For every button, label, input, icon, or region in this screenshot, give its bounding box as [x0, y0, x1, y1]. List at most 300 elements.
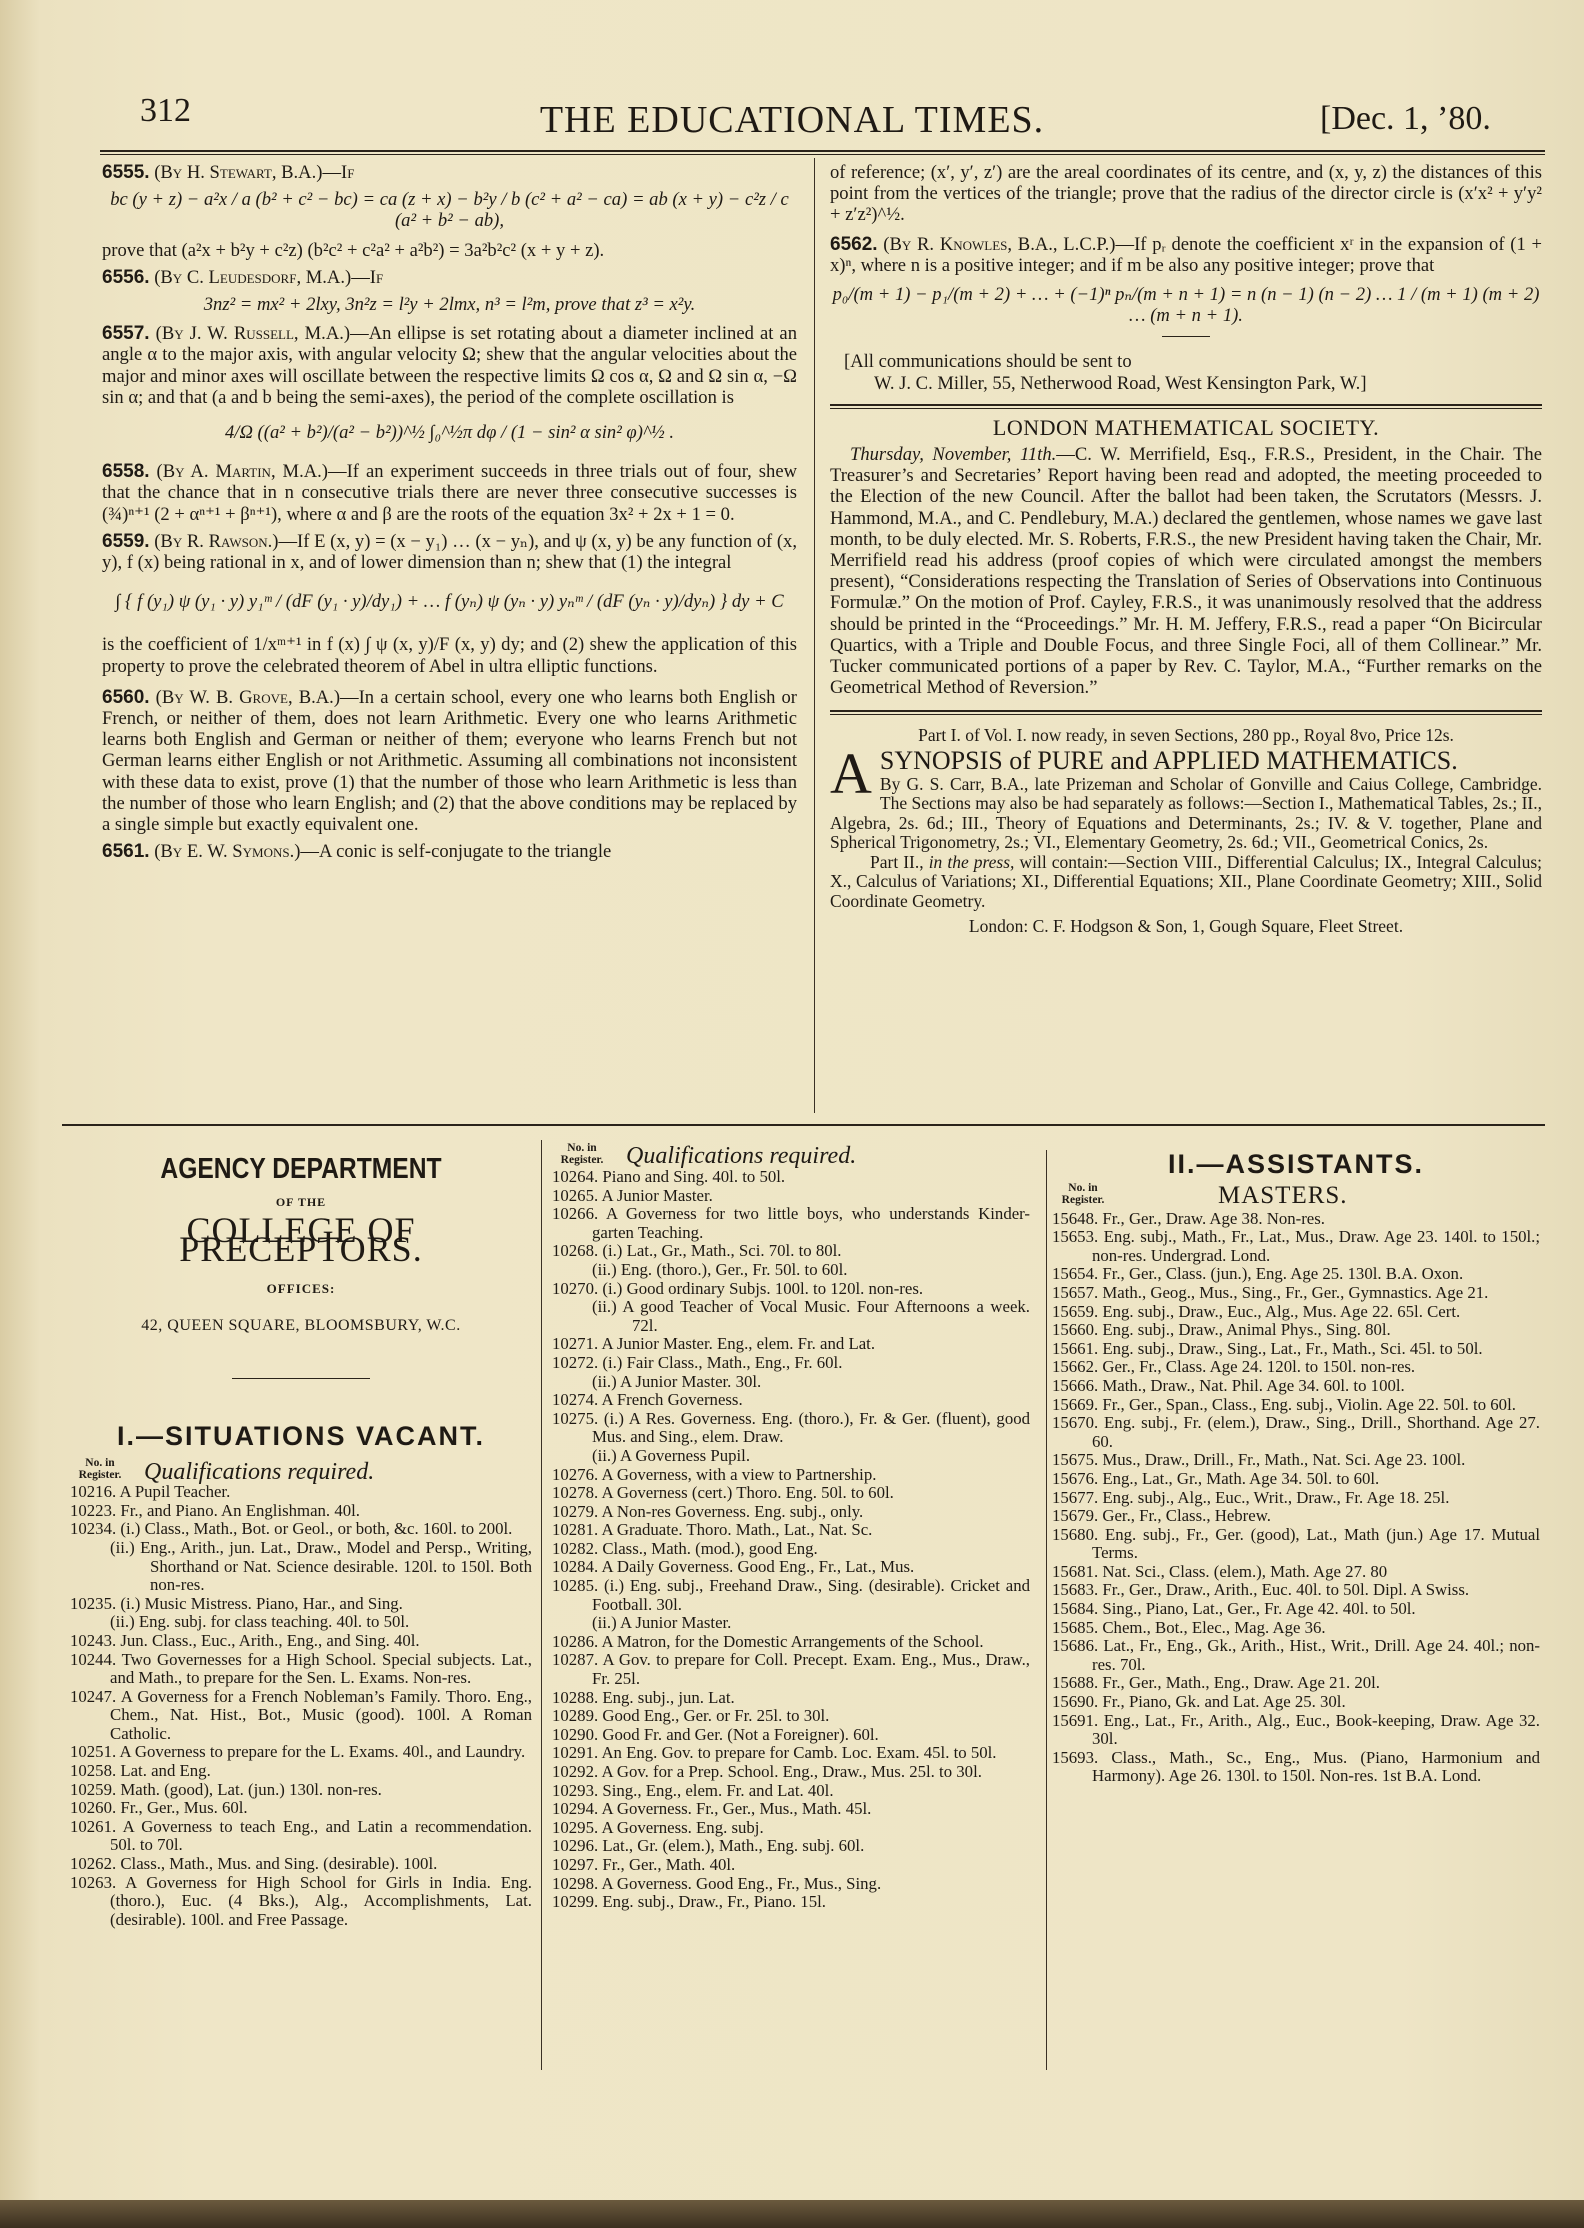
college-title: COLLEGE OF PRECEPTORS. — [179, 1210, 423, 1269]
register-label: No. in Register. — [560, 1142, 604, 1166]
list-item — [70, 1483, 532, 1502]
register-number: 10262. — [70, 1854, 117, 1874]
lms-date: Thursday, November, 11th. — [850, 444, 1057, 466]
page-section-rule — [62, 1124, 1545, 1126]
qualification-text: Class., Math., Mus. and Sing. (desirable). 100l. — [120, 1854, 438, 1874]
list-item — [1052, 1712, 1540, 1749]
list-item — [1052, 1749, 1540, 1786]
list-item — [1052, 1619, 1540, 1638]
list-item — [70, 1743, 532, 1762]
register-number: 15653. — [1052, 1227, 1099, 1247]
list-item — [1052, 1451, 1540, 1470]
list-item — [552, 1707, 1030, 1726]
qualification-text: Class., Math. (mod.), good Eng. — [602, 1538, 818, 1558]
list-item — [552, 1856, 1030, 1875]
register-number: 10299. — [552, 1892, 599, 1912]
list-item — [70, 1520, 532, 1539]
qualification-text: Eng. subj., jun. Lat. — [602, 1687, 735, 1707]
qualification-text: Mus., Draw., Drill., Fr., Math., Nat. Sci. Age 23. 100l. — [1102, 1450, 1466, 1470]
qualification-text: Lat., Fr., Eng., Gk., Arith., Hist., Writ., Drill. Age 24. 40l.; non-res. 70l. — [1092, 1636, 1540, 1674]
list-item — [552, 1651, 1030, 1688]
register-number: 10223. — [70, 1500, 117, 1520]
qualification-text: A Governess. Good Eng., Fr., Mus., Sing. — [601, 1873, 882, 1893]
register-number: 10264. — [552, 1167, 599, 1186]
register-number: 10266. — [552, 1204, 599, 1224]
problem-6562 — [830, 234, 1542, 276]
list-item — [552, 1335, 1030, 1354]
list-item — [70, 1502, 532, 1521]
qualification-text: A Governess (cert.) Thoro. Eng. 50l. to 60l. — [601, 1483, 894, 1503]
problem-formula: 4/Ω ((a² + b²)/(a² − b²))^½ ∫₀^½π dφ / (1 − sin² α sin² φ)^½ . — [225, 422, 674, 444]
qualification-text: Eng. subj., Fr. (elem.), Draw., Sing., Drill., Shorthand. Age 27. 60. — [1092, 1413, 1540, 1451]
problem-text: is the coefficient of 1/xᵐ⁺¹ in f (x) ∫ ψ (x, y)/F (x, y) dy; and (2) shew the application of this property to prove the celebrated theorem of Abel in ultra elliptic functions. — [102, 634, 797, 677]
qualification-text: Good Fr. and Ger. (Not a Foreigner). 60l. — [602, 1724, 879, 1744]
masthead-title: THE EDUCATIONAL TIMES. — [539, 99, 1045, 141]
qualification-text: A Gov. to prepare for Coll. Precept. Exam. Eng., Mus., Draw., Fr. 25l. — [592, 1650, 1030, 1689]
qualification-text: Fr., Ger., Draw., Arith., Euc. 40l. to 50l. Dipl. A Swiss. — [1102, 1580, 1470, 1600]
list-item — [552, 1466, 1030, 1485]
list-item — [552, 1391, 1030, 1410]
list-item — [552, 1205, 1030, 1242]
list-item — [70, 1874, 532, 1930]
register-label: No. in Register. — [78, 1457, 122, 1482]
problem-author: (By A. Martin, M.A.)— — [156, 461, 347, 483]
list-item — [552, 1726, 1030, 1745]
qualification-text: A Graduate. Thoro. Math., Lat., Nat. Sc. — [601, 1520, 873, 1540]
qualification-text: Math., Draw., Nat. Phil. Age 34. 60l. to 100l. — [1102, 1375, 1405, 1395]
problem-author: (By J. W. Russell, M.A.)— — [155, 323, 369, 345]
register-number: 15660. — [1052, 1320, 1099, 1340]
qualification-text: Ger., Fr., Class. Age 24. 120l. to 150l. non-res. — [1102, 1357, 1416, 1377]
register-label: No. in Register. — [1061, 1181, 1105, 1206]
qualification-text: Math., Geog., Mus., Sing., Fr., Ger., Gymnastics. Age 21. — [1102, 1282, 1489, 1302]
problem-author: (By W. B. Grove, B.A.)— — [155, 686, 359, 708]
qualification-text: Good Eng., Ger. or Fr. 25l. to 30l. — [602, 1706, 830, 1726]
qualification-text: Eng. subj., Fr., Ger. (good), Lat., Math (jun.) Age 17. Mutual Terms. — [1092, 1524, 1540, 1563]
problem-6555 — [102, 162, 797, 183]
register-number: 15679. — [1052, 1506, 1099, 1526]
offices-label: OFFICES: — [266, 1281, 336, 1297]
qualification-text: A Junior Master. — [601, 1185, 713, 1205]
qualification-text: A Governess. Fr., Ger., Mus., Math. 45l. — [601, 1799, 872, 1819]
register-number: 10234. — [70, 1519, 117, 1539]
register-number: 15675. — [1052, 1450, 1099, 1470]
qualification-text: Fr., Ger., Mus. 60l. — [120, 1798, 248, 1818]
list-item — [1052, 1340, 1540, 1359]
register-number: 10270. — [552, 1278, 599, 1298]
register-number: 15693. — [1052, 1747, 1099, 1767]
qualification-text: A Governess, with a view to Partnership. — [601, 1464, 877, 1484]
register-number: 15662. — [1052, 1357, 1099, 1377]
qualification-text: (i.) Lat., Gr., Math., Sci. 70l. to 80l. — [602, 1241, 842, 1261]
assistants-column — [1052, 1149, 1540, 1786]
problem-number: 6557. — [102, 323, 150, 345]
register-number: 15691. — [1052, 1710, 1099, 1730]
register-number: 15666. — [1052, 1375, 1099, 1395]
problem-6558 — [102, 461, 797, 525]
problem-number: 6559. — [102, 530, 150, 552]
qualification-text: (ii.) A Governess Pupil. — [592, 1445, 751, 1465]
qualification-text: A Governess to teach Eng., and Latin a recommendation. 50l. to 70l. — [110, 1816, 532, 1855]
problem-number: 6560. — [102, 686, 150, 708]
problem-text: An ellipse is set rotating about a diameter inclined at an angle α to the major axis, with angular velocity Ω; shew that the angular velocities about the major and minor axes will oscillate between the respective limits Ω cos α, Ω and Ω sin α, −Ω sin α; and that (a and b being the semi-axes), the period of the complete oscillation is — [102, 323, 797, 408]
list-item — [552, 1744, 1030, 1763]
problem-number: 6561. — [102, 841, 150, 863]
register-number: 10289. — [552, 1706, 599, 1726]
agency-title: AGENCY DEPARTMENT — [160, 1153, 442, 1185]
register-number: 10263. — [70, 1872, 117, 1892]
register-number: 10290. — [552, 1724, 599, 1744]
qualification-text: Eng. subj., Draw., Sing., Lat., Fr., Math., Sci. 45l. to 50l. — [1102, 1338, 1483, 1358]
problem-6557 — [102, 323, 797, 408]
qualification-text: A Pupil Teacher. — [119, 1482, 231, 1502]
section-rule — [830, 710, 1542, 715]
lms-report — [830, 444, 1542, 698]
register-number: 10282. — [552, 1538, 599, 1558]
list-item — [552, 1280, 1030, 1299]
qualification-text: Piano and Sing. 40l. to 50l. — [602, 1167, 786, 1186]
register-number: 10251. — [70, 1742, 117, 1762]
register-number: 10295. — [552, 1817, 599, 1837]
communications-note: [All communications should be sent to — [844, 351, 1132, 373]
register-number: 10287. — [552, 1650, 599, 1670]
list-item — [1052, 1414, 1540, 1451]
register-number: 10271. — [552, 1334, 599, 1354]
qualification-text: Fr., Piano, Gk. and Lat. Age 25. 30l. — [1102, 1692, 1346, 1712]
vacancy-list — [552, 1168, 1030, 1912]
problem-author: (By E. W. Symons.)— — [154, 841, 320, 863]
qualification-text: A Governess for two little boys, who understands Kinder-garten Teaching. — [592, 1204, 1030, 1242]
register-number: 10288. — [552, 1687, 599, 1707]
problem-formula: p₀/(m + 1) − p₁/(m + 2) + … + (−1)ⁿ pₙ/(m + n + 1) = n (n − 1) (n − 2) … 1 / (m + 1) (m + 2) … (m + n + 1). — [832, 284, 1540, 327]
register-number: 10294. — [552, 1799, 599, 1819]
qualification-text: Eng., Lat., Fr., Arith., Alg., Euc., Book-keeping, Draw. Age 32. 30l. — [1092, 1710, 1540, 1749]
qualification-text: Fr., and Piano. An Englishman. 40l. — [120, 1500, 360, 1520]
problem-number: 6556. — [102, 266, 150, 288]
register-number: 15654. — [1052, 1264, 1099, 1284]
masters-list — [1052, 1210, 1540, 1786]
qualification-text: Lat. and Eng. — [120, 1761, 211, 1781]
list-item — [552, 1763, 1030, 1782]
register-number: 10284. — [552, 1557, 599, 1577]
column-divider — [814, 158, 815, 1113]
problem-6561 — [102, 841, 797, 862]
register-number: 15681. — [1052, 1561, 1099, 1581]
list-item — [552, 1819, 1030, 1838]
list-item — [1052, 1377, 1540, 1396]
register-number: 10235. — [70, 1593, 117, 1613]
list-item — [552, 1893, 1030, 1912]
masters-heading: MASTERS. — [1218, 1182, 1348, 1209]
list-item — [552, 1689, 1030, 1708]
register-number: 15669. — [1052, 1394, 1099, 1414]
register-number: 10265. — [552, 1185, 599, 1205]
qualification-text: (ii.) Eng. subj. for class teaching. 40l. to 50l. — [110, 1612, 410, 1632]
register-number: 10261. — [70, 1816, 117, 1836]
list-item — [1052, 1674, 1540, 1693]
problems-column — [102, 162, 797, 868]
qualification-text: (ii.) Eng., Arith., jun. Lat., Draw., Model and Persp., Writing, Shorthand or Nat. Science desirable. 120l. to 150l. Both non-res. — [110, 1537, 532, 1595]
register-number: 15680. — [1052, 1524, 1099, 1544]
register-number: 10279. — [552, 1501, 599, 1521]
qualification-text: Eng., Lat., Gr., Math. Age 34. 50l. to 60l. — [1102, 1468, 1380, 1488]
list-item — [70, 1539, 532, 1595]
list-item — [70, 1595, 532, 1614]
ad-publisher: London: C. F. Hodgson & Son, 1, Gough Square, Fleet Street. — [968, 916, 1404, 937]
list-item — [1052, 1358, 1540, 1377]
list-item — [70, 1818, 532, 1855]
register-number: 10258. — [70, 1761, 117, 1781]
list-item — [552, 1261, 1030, 1280]
problem-number: 6558. — [102, 461, 150, 483]
qualification-text: (i.) Class., Math., Bot. or Geol., or both, &c. 160l. to 200l. — [120, 1519, 513, 1539]
register-number: 10285. — [552, 1576, 599, 1596]
column-divider — [1046, 1150, 1047, 2070]
qualification-text: An Eng. Gov. to prepare for Camb. Loc. Exam. 45l. to 50l. — [601, 1743, 997, 1763]
qualification-text: (i.) Music Mistress. Piano, Har., and Sing. — [120, 1593, 403, 1613]
short-rule — [232, 1378, 370, 1379]
register-number: 15648. — [1052, 1208, 1099, 1228]
register-number: 10243. — [70, 1630, 117, 1650]
list-item — [552, 1800, 1030, 1819]
list-item — [70, 1613, 532, 1632]
qualification-text: (i.) A Res. Governess. Eng. (thoro.), Fr. & Ger. (fluent), good Mus. and Sing., elem. Draw. — [592, 1408, 1030, 1447]
qualification-text: Ger., Fr., Class., Hebrew. — [1102, 1506, 1271, 1526]
list-item — [552, 1558, 1030, 1577]
list-item — [552, 1354, 1030, 1373]
qualifications-heading: Qualifications required. — [626, 1143, 857, 1170]
qualification-text: Eng. subj., Draw., Animal Phys., Sing. 80l. — [1102, 1320, 1391, 1340]
page-number: 312 — [140, 92, 191, 129]
register-number: 15677. — [1052, 1487, 1099, 1507]
register-number: 10281. — [552, 1520, 599, 1540]
problem-6559 — [102, 531, 797, 573]
problem-text: If pᵣ denote the coefficient xʳ in the expansion of (1 + x)ⁿ, where n is a positive integer; and if m be also any positive integer; prove that — [830, 233, 1542, 276]
list-item — [1052, 1600, 1540, 1619]
register-number: 10247. — [70, 1686, 117, 1706]
ad-body: By G. S. Carr, B.A., late Prizeman and Scholar of Gonville and Caius College, Cambridge. The Sections may also be had separately as follows:—Section I., Mathematical Tables, 2s.; II., Algebra, 2s. 6d.; III., Theory of Equations and Determinants, 2s.; IV. & V. together, Plane and Spherical Trigonometry, 2s.; VI., Elementary Geometry, 2s. 6d.; VII., Geometrical Conics, 2s. — [830, 773, 1542, 853]
list-item — [1052, 1470, 1540, 1489]
list-item — [70, 1632, 532, 1651]
qualification-text: Class., Math., Sc., Eng., Mus. (Piano, Harmonium and Harmony). Age 26. 130l. to 150l. Non-res. 1st B.A. Lond. — [1092, 1747, 1540, 1786]
list-item — [70, 1762, 532, 1781]
ad-part2-italic: in the press, — [928, 851, 1015, 872]
list-header — [552, 1142, 1030, 1170]
list-item — [1052, 1210, 1540, 1229]
qualification-text: A Governess. Eng. subj. — [601, 1817, 764, 1837]
list-item — [1052, 1284, 1540, 1303]
problem-text: prove that (a²x + b²y + c²z) (b²c² + c²a² + a²b²) = 3a²b²c² (x + y + z). — [102, 239, 605, 261]
list-item — [552, 1484, 1030, 1503]
register-number: 10260. — [70, 1798, 117, 1818]
list-item — [552, 1503, 1030, 1522]
problem-6561-continuation: of reference; (x′, y′, z′) are the areal coordinates of its centre, and (x, y, z) the distances of this point from the vertices of the triangle; prove that the radius of the director circle is (x′x² + y′y² + z′z²)^½. — [830, 162, 1542, 226]
list-header — [1052, 1181, 1540, 1209]
qualification-text: A Matron, for the Domestic Arrangements of the School. — [601, 1631, 984, 1651]
list-item — [1052, 1396, 1540, 1415]
list-item — [70, 1688, 532, 1744]
qualification-text: (ii.) A Junior Master. 30l. — [592, 1371, 762, 1391]
problem-formula: bc (y + z) − a²x / a (b² + c² − bc) = ca (z + x) − b²y / b (c² + a² − ca) = ab (x + y) − c²z / c (a² + b² − ab), — [110, 189, 789, 232]
problem-author: (By H. Stewart, B.A.)—If — [154, 162, 355, 183]
header-rule — [100, 150, 1545, 155]
qualification-text: A French Governess. — [601, 1390, 743, 1410]
list-item — [552, 1242, 1030, 1261]
list-item — [70, 1799, 532, 1818]
qualification-text: Fr., Ger., Class. (jun.), Eng. Age 25. 130l. B.A. Oxon. — [1102, 1264, 1464, 1284]
ad-headline: SYNOPSIS of PURE and APPLIED MATHEMATICS. — [879, 745, 1458, 775]
qualification-text: Lat., Gr. (elem.), Math., Eng. subj. 60l. — [602, 1836, 865, 1856]
qualification-text: A Daily Governess. Good Eng., Fr., Lat., Mus. — [601, 1557, 915, 1577]
qualification-text: A Governess for a French Nobleman’s Family. Thoro. Eng., Chem., Nat. Hist., Bot., Music (good). 100l. A Roman Catholic. — [110, 1686, 532, 1743]
qualification-text: Sing., Eng., elem. Fr. and Lat. 40l. — [602, 1780, 834, 1800]
register-number: 10292. — [552, 1762, 599, 1781]
register-number: 10291. — [552, 1743, 599, 1763]
qualification-text: (i.) Good ordinary Subjs. 100l. to 120l. non-res. — [602, 1278, 924, 1298]
qualification-text: (ii.) Eng. (thoro.), Ger., Fr. 50l. to 60l. — [592, 1259, 848, 1279]
qualification-text: Nat. Sci., Class. (elem.), Math. Age 27. 80 — [1102, 1561, 1388, 1581]
qualification-text: (ii.) A Junior Master. — [592, 1613, 732, 1633]
list-item — [552, 1782, 1030, 1801]
list-item — [1052, 1637, 1540, 1674]
right-column — [830, 162, 1542, 937]
list-item — [70, 1781, 532, 1800]
ad-intro: Part I. of Vol. I. now ready, in seven Sections, 280 pp., Royal 8vo, Price 12s. — [918, 725, 1454, 746]
problem-number: 6562. — [830, 233, 878, 255]
list-item — [552, 1614, 1030, 1633]
list-item — [552, 1410, 1030, 1447]
list-item — [552, 1633, 1030, 1652]
issue-date: [Dec. 1, ’80. — [1320, 100, 1491, 137]
ad-part2-label: Part II., — [870, 851, 924, 872]
qualification-text: A Non-res Governess. Eng. subj., only. — [601, 1501, 864, 1521]
list-item — [1052, 1321, 1540, 1340]
register-number: 10286. — [552, 1631, 599, 1651]
register-number: 10275. — [552, 1408, 599, 1428]
list-item — [552, 1540, 1030, 1559]
lms-heading: LONDON MATHEMATICAL SOCIETY. — [992, 414, 1380, 440]
register-number: 10298. — [552, 1873, 599, 1893]
register-number: 10259. — [70, 1779, 117, 1799]
qualification-text: (i.) Eng. subj., Freehand Draw., Sing. (desirable). Cricket and Football. 30l. — [592, 1576, 1030, 1614]
problem-text: If an experiment succeeds in three trials out of four, shew that the chance that in n consecutive trials there are never three consecutive successes is (¾)ⁿ⁺¹ (2 + αⁿ⁺¹ + βⁿ⁺¹), where α and β are the roots of the equation 3x² + 2x + 1 = 0. — [102, 461, 797, 525]
ad-dropcap: A — [830, 740, 872, 806]
register-number: 15685. — [1052, 1617, 1099, 1637]
register-number: 10293. — [552, 1780, 599, 1800]
list-item — [70, 1651, 532, 1688]
list-item — [70, 1855, 532, 1874]
list-item — [1052, 1581, 1540, 1600]
column-divider — [541, 1140, 542, 2070]
register-number: 10278. — [552, 1483, 599, 1503]
list-item — [552, 1521, 1030, 1540]
register-number: 15686. — [1052, 1636, 1099, 1656]
list-item — [552, 1875, 1030, 1894]
problem-text: In a certain school, every one who learns both English or French, or neither of them, does not learn Arithmetic. Every one who learns Arithmetic learns both English and German or neither of them; everyone who learns French but not German learns either English or not Arithmetic. Assuming all combinations not inconsistent with these data to exist, prove (1) that the number of those who learn Arithmetic is less than the number of those who learn English; and (2) that the above conditions may be replaced by a single simple but exactly equivalent one. — [102, 686, 797, 836]
register-number: 10274. — [552, 1390, 599, 1410]
list-item — [552, 1298, 1030, 1335]
list-header — [70, 1457, 532, 1485]
register-number: 15657. — [1052, 1282, 1099, 1302]
qualification-text: Chem., Bot., Elec., Mag. Age 36. — [1102, 1617, 1326, 1637]
problem-author: (By R. Rawson.)— — [154, 530, 298, 552]
qualification-text: A Governess to prepare for the L. Exams. 40l., and Laundry. — [119, 1742, 526, 1762]
register-number: 15690. — [1052, 1692, 1099, 1712]
list-item — [1052, 1303, 1540, 1322]
register-number: 15688. — [1052, 1673, 1099, 1693]
qualification-text: A Gov. for a Prep. School. Eng., Draw., Mus. 25l. to 30l. — [601, 1762, 982, 1781]
register-number: 10276. — [552, 1464, 599, 1484]
list-item — [1052, 1693, 1540, 1712]
qualification-text: Eng. subj., Draw., Euc., Alg., Mus. Age 22. 65l. Cert. — [1102, 1301, 1461, 1321]
list-item — [552, 1577, 1030, 1614]
list-item — [1052, 1526, 1540, 1563]
ad-part2: will contain:—Section VIII., Differential Calculus; IX., Integral Calculus; X., Calculus of Variations; XI., Differential Equations; XII., Plane Coordinate Geometry; XIII., Solid Coordinate Geometry. — [830, 851, 1543, 911]
register-number: 15684. — [1052, 1599, 1099, 1619]
agency-column — [70, 1153, 532, 1929]
qualification-text: Sing., Piano, Lat., Ger., Fr. Age 42. 40l. to 50l. — [1102, 1599, 1416, 1619]
register-number: 15659. — [1052, 1301, 1099, 1321]
problem-number: 6555. — [102, 162, 150, 183]
qualification-text: A Governess for High School for Girls in India. Eng. (thoro.), Euc. (4 Bks.), Alg., Accomplishments, Lat. (desirable). 100l. and Free Passage. — [110, 1872, 532, 1929]
problem-text: A conic is self-conjugate to the triangle — [319, 841, 612, 863]
list-item — [552, 1187, 1030, 1206]
register-number: 15670. — [1052, 1413, 1099, 1433]
lms-text: —C. W. Merrifield, Esq., F.R.S., President, in the Chair. The Treasurer’s and Secretaries’ Report having been read and adopted, the meeting proceeded to the Election of the new Council. After the ballot had been taken, the Scrutators (Messrs. J. Hammond, M.A., and C. Pendlebury, M.A.) declared the gentlemen, whose names we gave last month, to be duly elected. Mr. S. Roberts, F.R.S., the new President having taken the Chair, Mr. Merrifield read his address (proof copies of which were circulated amongst the members present), “Considerations respecting the Translation of Series of Observations into Continuous Formulæ.” On the motion of Prof. Cayley, F.R.S., it was unanimously resolved that the address should be printed in the “Proceedings.” Mr. H. M. Jeffery, F.R.S., read a paper “On Bicircular Quartics, with a Triple and Double Focus, and three Single Foci, all of them Collinear.” Mr. Tucker communicated portions of a paper by Rev. C. Taylor, M.A., “Further remarks on the Geometrical Method of Reversion.” — [830, 444, 1542, 699]
problem-6560 — [102, 687, 797, 835]
qualification-text: Fr., Ger., Span., Class., Eng. subj., Violin. Age 22. 50l. to 60l. — [1102, 1394, 1516, 1414]
problem-author: (By C. Leudesdorf, M.A.)—If — [154, 266, 384, 288]
register-number: 10296. — [552, 1836, 599, 1856]
register-number: 10272. — [552, 1352, 599, 1372]
qualification-text: Eng. subj., Alg., Euc., Writ., Draw., Fr. Age 18. 25l. — [1102, 1487, 1450, 1507]
list-item — [1052, 1265, 1540, 1284]
qualification-text: Jun. Class., Euc., Arith., Eng., and Sing. 40l. — [120, 1630, 420, 1650]
register-number: 10216. — [70, 1482, 117, 1502]
qualification-text: (ii.) A good Teacher of Vocal Music. Four Afternoons a week. 72l. — [592, 1297, 1030, 1335]
problem-formula: 3nz² = mx² + 2lxy, 3n²z = l²y + 2lmx, n³ = l²m, prove that z³ = x²y. — [203, 294, 696, 316]
list-item — [1052, 1228, 1540, 1265]
problem-text: If E (x, y) = (x − y₁) … (x − yₙ), and ψ (x, y) be any function of (x, y), f (x) being rational in x, and of lower dimension than n; shew that (1) the integral — [102, 530, 797, 574]
register-number: 10297. — [552, 1854, 599, 1874]
problem-author: (By R. Knowles, B.A., L.C.P.)— — [883, 233, 1135, 255]
qualification-text: (i.) Fair Class., Math., Eng., Fr. 60l. — [602, 1352, 843, 1372]
qualification-text: Fr., Ger., Math. 40l. — [602, 1854, 736, 1874]
register-number: 15661. — [1052, 1338, 1099, 1358]
qualification-text: A Junior Master. Eng., elem. Fr. and Lat. — [601, 1334, 876, 1354]
vacancy-column-2 — [552, 1140, 1030, 1912]
agency-address: 42, QUEEN SQUARE, BLOOMSBURY, W.C. — [141, 1316, 461, 1334]
problem-6556 — [102, 267, 797, 288]
list-item — [1052, 1563, 1540, 1582]
communications-address: W. J. C. Miller, 55, Netherwood Road, West Kensington Park, W.] — [874, 372, 1367, 394]
register-number: 15683. — [1052, 1580, 1099, 1600]
list-item — [1052, 1507, 1540, 1526]
register-number: 15676. — [1052, 1468, 1099, 1488]
list-item — [1052, 1489, 1540, 1508]
register-number: 10268. — [552, 1241, 599, 1261]
problem-formula: ∫ { f (y₁) ψ (y₁ · y) y₁ᵐ / (dF (y₁ · y)/dy₁) + … f (yₙ) ψ (yₙ · y) yₙᵐ / (dF (yₙ · y)/dyₙ) } dy + C — [115, 591, 784, 613]
agency-of-the: OF THE — [275, 1194, 327, 1209]
qualification-text: Two Governesses for a High School. Special subjects. Lat., and Math., to prepare for the Sen. L. Exams. Non-res. — [110, 1649, 532, 1688]
assistants-heading: II.—ASSISTANTS. — [1167, 1149, 1425, 1179]
qualification-text: Fr., Ger., Math., Eng., Draw. Age 21. 20l. — [1102, 1673, 1380, 1693]
short-rule — [1162, 336, 1210, 337]
qualification-text: Fr., Ger., Draw. Age 38. Non-res. — [1102, 1208, 1325, 1228]
synopsis-ad — [830, 740, 1543, 937]
qualifications-heading: Qualifications required. — [144, 1458, 375, 1485]
register-number: 10244. — [70, 1649, 117, 1669]
